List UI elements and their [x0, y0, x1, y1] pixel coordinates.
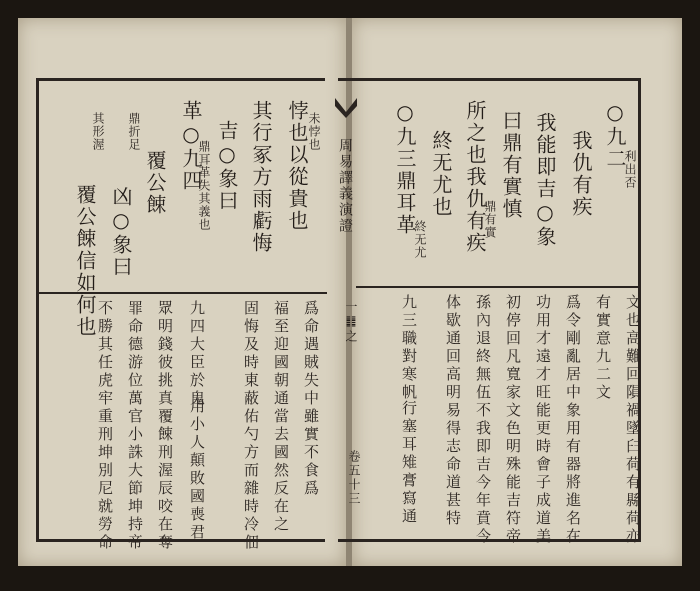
fish-tail-mark [333, 96, 359, 140]
upper-left-col-3: 吉○象曰 [215, 120, 239, 212]
annotation-7: 終无尤 [413, 220, 427, 259]
lower-right-col-4: 功用才遠才旺能更時會子成道美 [534, 294, 552, 546]
upper-left-col-1: 悖也以從貴也 [285, 100, 309, 232]
lower-left-col-1: 爲命遇賊失中雖實不食爲 [302, 300, 320, 498]
annotation-1: 未悖也 [307, 112, 321, 151]
center-mid: 一䷁之 [344, 300, 358, 344]
center-title: 周易譯義演證 [337, 138, 353, 234]
upper-right-col-3: 我能即吉○象 [533, 112, 557, 248]
upper-right-col-7: ○九三鼎耳革 [393, 100, 417, 236]
upper-left-col-6: 凶○象曰 [109, 186, 133, 278]
lower-left-col-8: 用小人顛敗國喪君 [188, 398, 206, 542]
lower-right-col-1: 文也高難回隕禍墜臼荷有縣荷亦 [624, 294, 642, 546]
upper-left-col-4: 革○九四 [179, 100, 203, 192]
upper-right-col-6: 終无尤也 [429, 130, 453, 218]
annotation-3: 鼎折足 [127, 112, 141, 151]
lower-right-col-6: 孫內退終無伍不我即吉今年賁今 [474, 294, 492, 546]
lower-left-col-2: 福至迎國朝通當去國然反在之 [272, 300, 290, 534]
lower-left-col-7: 不勝其任虎牢重刑坤別尼就勞命 [96, 300, 114, 552]
annotation-4: 其形渥 [91, 112, 105, 151]
upper-left-col-7: 覆公餗信如何也 [73, 184, 97, 338]
lower-right-col-2: 有實意九二文 [594, 294, 612, 402]
upper-right-col-1: ○九二 [603, 100, 627, 170]
lower-left-col-3: 固悔及時東蔽佑勺方而雜時冷佃 [242, 300, 260, 552]
lower-left-col-5: 眾明錢彼挑真覆餗刑渥辰咬在奪 [156, 300, 174, 552]
center-low: 卷五十三 [347, 450, 361, 506]
annotation-5: 利出否 [623, 150, 637, 189]
upper-left-col-2: 其行冢方雨虧悔 [249, 100, 273, 254]
lower-right-col-8: 九三職對寒帆 [400, 294, 418, 402]
upper-left-col-5: 覆公餗 [143, 150, 167, 216]
annotation-6: 鼎有實 [483, 200, 497, 239]
annotation-2: 鼎耳革失其義也 [197, 140, 211, 231]
upper-right-col-4: 曰鼎有實慎 [499, 110, 523, 220]
right-divider [356, 286, 640, 288]
upper-right-col-5: 所之也我仇有疾 [463, 100, 487, 254]
lower-right-col-9: 行塞耳雉膏寫通 [400, 400, 418, 526]
lower-right-col-5: 初停回凡寬家文色明殊能吉符帝 [504, 294, 522, 546]
lower-left-col-4: 九四大臣於鬼 [188, 300, 206, 408]
upper-right-col-2: 我仇有疾 [569, 130, 593, 218]
lower-right-col-7: 体歇通回高明易得志命道甚特 [444, 294, 462, 528]
lower-right-col-3: 爲令剛亂居中象用有器將進名在 [564, 294, 582, 546]
lower-left-col-6: 罪命德游位萬官小誅大節坤持帝 [126, 300, 144, 552]
